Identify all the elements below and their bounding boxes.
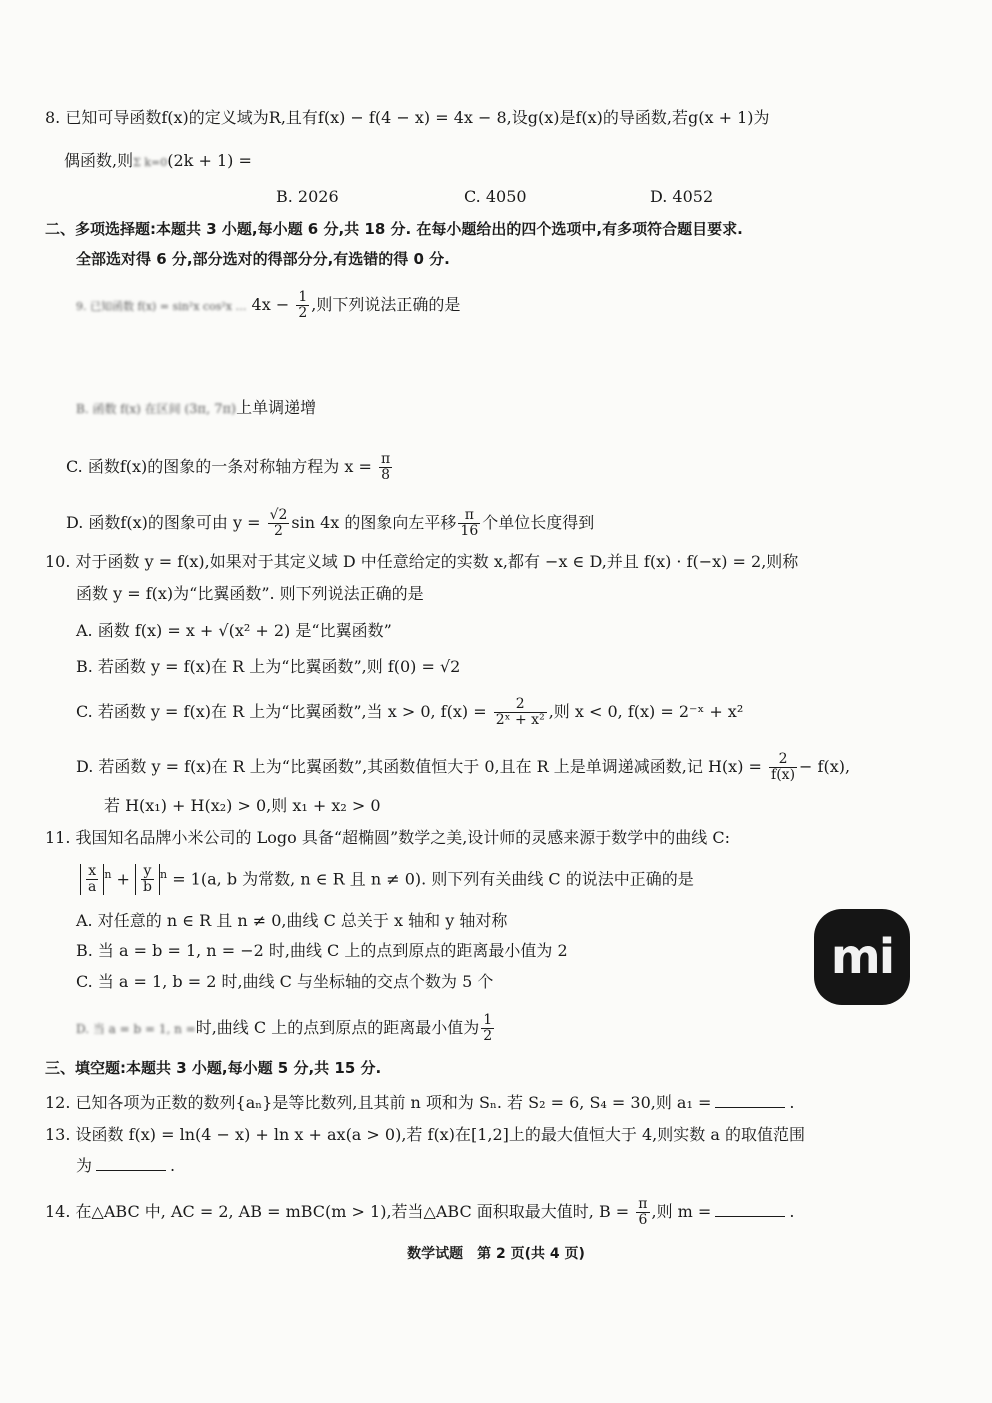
q12-end: . bbox=[789, 1093, 795, 1112]
q9-suffix: ,则下列说法正确的是 bbox=[311, 295, 461, 314]
xiaomi-logo bbox=[814, 909, 910, 1005]
q14-answer-blank bbox=[715, 1202, 785, 1217]
q10-d-text2: − f(x), bbox=[799, 757, 851, 776]
section2-title: 二、多项选择题:本题共 3 小题,每小题 6 分,共 18 分. 在每小题给出的四个选项中,有多项符合题目要求. bbox=[45, 220, 743, 238]
q9-option-d bbox=[66, 508, 594, 539]
q8-line2 bbox=[64, 150, 252, 174]
section2-rules: 全部选对得 6 分,部分选对的得部分分,有选错的得 0 分. bbox=[76, 250, 450, 268]
q11-line1: 11. 我国知名品牌小米公司的 Logo 具备“超椭圆”数学之美,设计师的灵感来源于数学中的曲线 C: bbox=[45, 828, 731, 847]
q11-eq-rest: = 1(a, b 为常数, n ∈ R 且 n ≠ 0). 则下列有关曲线 C 的说法中正确的是 bbox=[172, 869, 694, 889]
q11-y: y bbox=[141, 864, 154, 880]
q13-line1: 13. 设函数 f(x) = ln(4 − x) + ln x + ax(a > 0),若 f(x)在[1,2]上的最大值恒大于 4,则实数 a 的取值范围 bbox=[45, 1125, 805, 1144]
q14 bbox=[45, 1197, 794, 1228]
q9-d-text1: D. 函数f(x)的图象可由 y = bbox=[66, 513, 261, 532]
q10-d-text1: D. 若函数 y = f(x)在 R 上为“比翼函数”,其函数值恒大于 0,且在 R 上是单调递减函数,记 H(x) = bbox=[76, 757, 762, 776]
q9-c-num: π bbox=[380, 451, 391, 467]
q9-visible: 4x − bbox=[251, 295, 290, 314]
q10-c-text1: C. 若函数 y = f(x)在 R 上为“比翼函数”,当 x > 0, f(x) = bbox=[76, 702, 487, 721]
q10-option-d-cont: 若 H(x₁) + H(x₂) > 0,则 x₁ + x₂ > 0 bbox=[104, 796, 381, 815]
q11-b: b bbox=[143, 879, 152, 896]
page-footer: 数学试题 第 2 页(共 4 页) bbox=[407, 1246, 585, 1262]
q10-d-num: 2 bbox=[769, 752, 797, 768]
q10-line2: 函数 y = f(x)为“比翼函数”. 则下列说法正确的是 bbox=[76, 584, 424, 603]
q10-line1: 10. 对于函数 y = f(x),如果对于其定义域 D 中任意给定的实数 x,都有 −x ∈ D,并且 f(x) · f(−x) = 2,则称 bbox=[45, 552, 799, 571]
q8-stem: 8. 已知可导函数f(x)的定义域为R,且有f(x) − f(4 − x) = 4x − 8,设g(x)是f(x)的导函数,若g(x + 1)为 bbox=[45, 108, 770, 127]
q8-line2-suffix: (2k + 1) = bbox=[167, 151, 252, 170]
q9-d-fraction1 bbox=[268, 508, 290, 539]
q11-d-den: 2 bbox=[483, 1028, 493, 1044]
q11-option-c: C. 当 a = 1, b = 2 时,曲线 C 与坐标轴的交点个数为 5 个 bbox=[76, 972, 494, 991]
q9-d-den: 2 bbox=[274, 523, 283, 539]
q14-end: . bbox=[789, 1202, 795, 1221]
q11-d-text: 时,曲线 C 上的点到原点的距离最小值为 bbox=[195, 1018, 480, 1037]
q13-answer-blank bbox=[96, 1156, 166, 1171]
q13-line2-text: 为 bbox=[76, 1156, 93, 1175]
q10-d-fraction bbox=[769, 752, 797, 783]
q8-option-b: B. 2026 bbox=[276, 187, 339, 206]
q10-option-b: B. 若函数 y = f(x)在 R 上为“比翼函数”,则 f(0) = √2 bbox=[76, 657, 461, 676]
q9-d-den2: 16 bbox=[460, 523, 479, 539]
q9-frac-num: 1 bbox=[298, 289, 308, 305]
q9-stem bbox=[76, 290, 460, 321]
q12-text: 12. 已知各项为正数的数列{aₙ}是等比数列,且其前 n 项和为 Sₙ. 若 S₂ = 6, S₄ = 30,则 a₁ = bbox=[45, 1093, 712, 1112]
q9-d-fraction2 bbox=[458, 508, 480, 539]
q9-frac-den: 2 bbox=[298, 305, 308, 321]
q14-text1: 14. 在△ABC 中, AC = 2, AB = mBC(m > 1),若当△ABC 面积取最大值时, B = bbox=[45, 1202, 630, 1221]
q11-abs-y bbox=[135, 864, 160, 895]
q11-a: a bbox=[88, 879, 97, 896]
q14-fraction bbox=[636, 1197, 649, 1228]
q11-option-a: A. 对任意的 n ∈ R 且 n ≠ 0,曲线 C 总关于 x 轴和 y 轴对称 bbox=[76, 911, 508, 930]
q9-blurred-prefix: 9. 已知函数 f(x) = sin²x cos²x … bbox=[76, 300, 247, 313]
q11-frac-y bbox=[141, 864, 154, 895]
q11-x: x bbox=[86, 864, 98, 880]
q11-option-d bbox=[76, 1013, 496, 1044]
q9-c-fraction bbox=[379, 452, 392, 483]
q11-option-b: B. 当 a = b = 1, n = −2 时,曲线 C 上的点到原点的距离最小值为 2 bbox=[76, 941, 568, 960]
q9-option-b bbox=[76, 397, 316, 421]
q10-c-num: 2 bbox=[494, 697, 547, 713]
q11-d-blurred: D. 当 a = b = 1, n = bbox=[76, 1022, 196, 1036]
q9-c-text: C. 函数f(x)的图象的一条对称轴方程为 x = bbox=[66, 457, 372, 476]
q9-d-num2: π bbox=[458, 508, 480, 524]
q11-frac-x bbox=[86, 864, 98, 895]
q11-exp1: n bbox=[104, 868, 112, 881]
q9-option-c bbox=[66, 452, 394, 483]
q11-d-fraction bbox=[481, 1013, 494, 1044]
q11-abs-x bbox=[80, 864, 104, 895]
q12 bbox=[45, 1092, 794, 1114]
q9-b-blurred: B. 函数 f(x) 在区间 ( bbox=[76, 402, 190, 416]
q8-option-c: C. 4050 bbox=[464, 187, 527, 206]
q8-sum-symbol: Σ k=0 bbox=[133, 156, 168, 169]
q9-d-text2: sin 4x 的图象向左平移 bbox=[291, 513, 457, 532]
xiaomi-logo-mark: mi bbox=[830, 929, 894, 985]
q14-text2: ,则 m = bbox=[651, 1202, 712, 1221]
q9-fraction bbox=[296, 290, 309, 321]
q8-option-d: D. 4052 bbox=[650, 187, 714, 206]
q9-b-interval: 3π, 7π) bbox=[189, 402, 237, 417]
q11-d-num: 1 bbox=[483, 1012, 493, 1028]
q14-den: 6 bbox=[638, 1212, 648, 1228]
q11-equation: $\frac{x}{a}$ $^n$ + $\frac{y}{b}$ $^n$ = 1(a, b 为常数, n ∈ R 且 n ≠ 0). 则下列有关曲线 C 的说法中正确的是 bbox=[80, 864, 694, 895]
q13-end: . bbox=[170, 1156, 176, 1175]
section3-title: 三、填空题:本题共 3 小题,每小题 5 分,共 15 分. bbox=[45, 1059, 382, 1077]
q9-d-text3: 个单位长度得到 bbox=[482, 513, 595, 532]
q10-c-den: 2ˣ + x² bbox=[495, 712, 545, 728]
q10-d-den: f(x) bbox=[771, 767, 796, 783]
q11-exp2: n bbox=[160, 868, 168, 881]
q13-line2 bbox=[76, 1155, 175, 1177]
q14-num: π bbox=[638, 1196, 648, 1212]
q10-c-text2: ,则 x < 0, f(x) = 2⁻ˣ + x² bbox=[548, 702, 744, 721]
q10-option-c bbox=[76, 697, 743, 728]
q9-b-suffix: 上单调递增 bbox=[236, 398, 317, 417]
q12-answer-blank bbox=[715, 1093, 785, 1108]
q9-d-num: √2 bbox=[269, 507, 288, 523]
q10-option-a: A. 函数 f(x) = x + √(x² + 2) 是“比翼函数” bbox=[76, 621, 392, 640]
q10-c-fraction bbox=[494, 697, 547, 728]
q10-option-d bbox=[76, 752, 850, 783]
q9-c-den: 8 bbox=[381, 467, 391, 483]
q8-line2-prefix: 偶函数,则 bbox=[64, 151, 134, 170]
